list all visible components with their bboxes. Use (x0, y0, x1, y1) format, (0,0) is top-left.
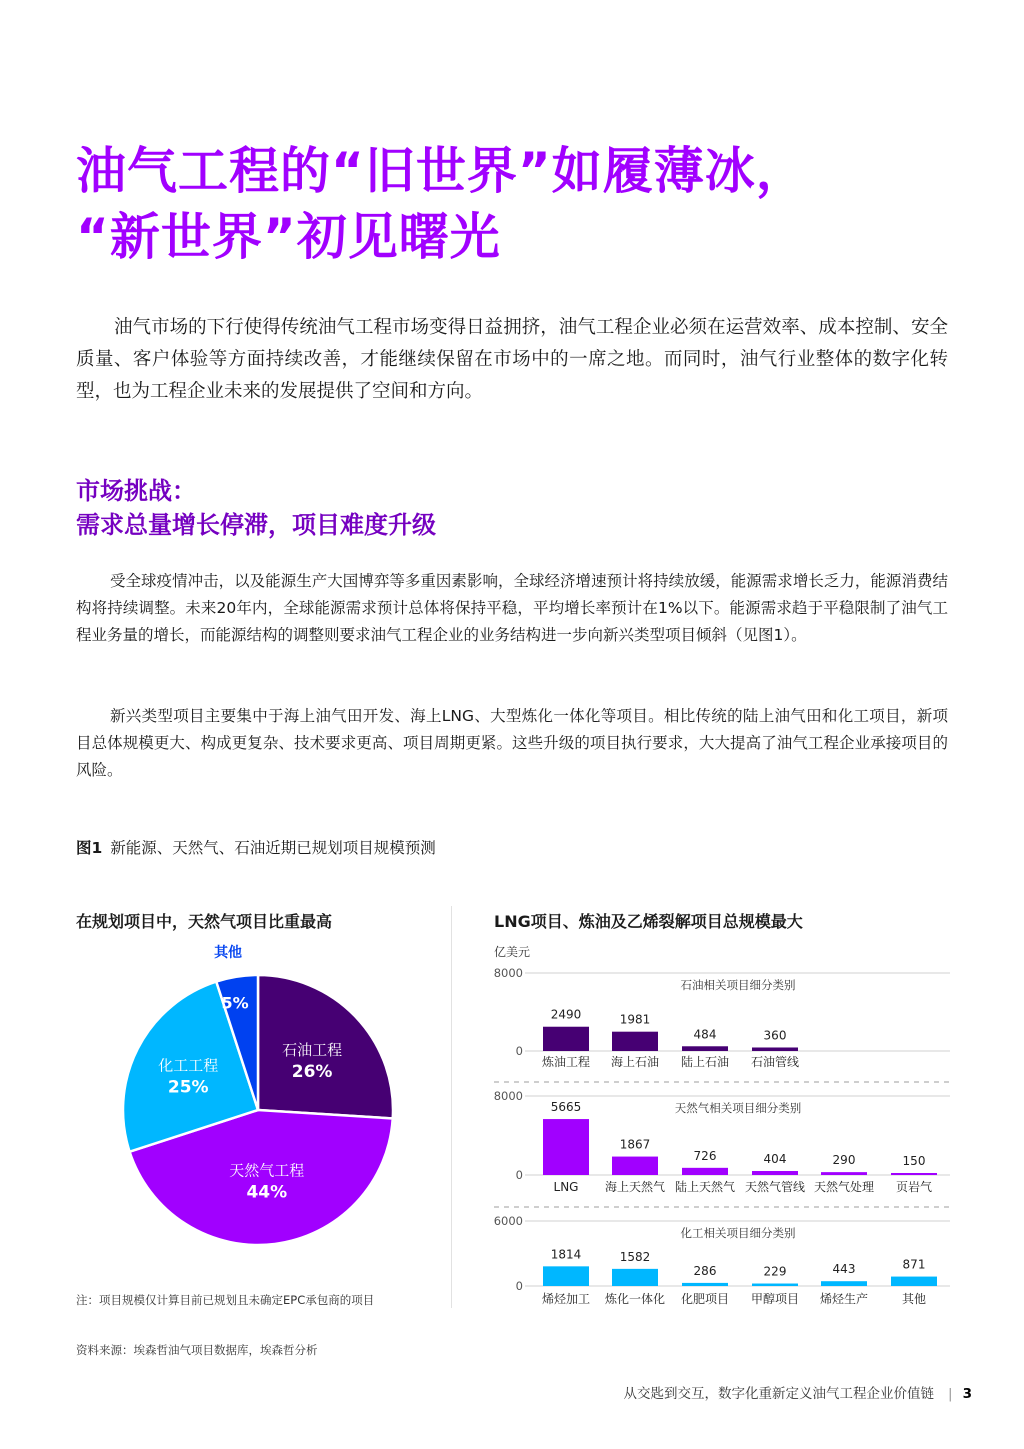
bar-value-label: 726 (693, 1148, 717, 1163)
figure-caption-text: 新能源、天然气、石油近期已规划项目规模预测 (110, 839, 436, 857)
bar (821, 1281, 867, 1286)
page-title-line-1: 油气工程的“旧世界”如履薄冰， (76, 142, 807, 200)
bar (752, 1047, 798, 1051)
pie-chart (90, 940, 450, 1310)
footer-separator: | (948, 1386, 953, 1402)
bar (543, 1266, 589, 1286)
bar-value-label: 1582 (619, 1249, 651, 1264)
bar (543, 1027, 589, 1051)
body-paragraph-1: 受全球疫情冲击，以及能源生产大国博弈等多重因素影响，全球经济增速预计将持续放缓，能源需求增长乏力，能源消费结构将持续调整。未来20年内，全球能源需求预计总体将保持平稳，平均增长率预计在1%以下。能源需求趋于平稳限制了油气工程业务量的增长，而能源结构的调整则要求油气工程企业的业务结构进一步向新兴类型项目倾斜（见图1）。 (76, 572, 948, 644)
x-tick-label: 炼化一体化 (604, 1292, 666, 1306)
bar (682, 1046, 728, 1051)
x-tick-label: 甲醇项目 (750, 1292, 800, 1306)
x-tick-label: 石油管线 (750, 1055, 800, 1069)
y-tick-label: 8000 (493, 1089, 523, 1103)
bar-value-label: 290 (832, 1153, 856, 1168)
y-tick-label: 0 (515, 1279, 523, 1293)
bar-value-label: 360 (763, 1028, 787, 1043)
bar-value-label: 1867 (619, 1137, 651, 1152)
pie-slice-label: 其他 (214, 944, 243, 961)
bar (682, 1168, 728, 1175)
y-tick-label: 0 (515, 1044, 523, 1058)
bar-value-label: 150 (902, 1154, 926, 1168)
bar-value-label: 286 (693, 1263, 717, 1278)
pie-slice-value: 26% (291, 1062, 333, 1083)
pie-slice-label: 天然气工程 (229, 1161, 305, 1180)
page-footer (624, 1382, 972, 1402)
x-tick-label: 炼油工程 (541, 1055, 591, 1069)
bar (752, 1171, 798, 1175)
bar (891, 1277, 937, 1286)
bar-value-label: 484 (693, 1027, 717, 1042)
x-tick-label: 其他 (901, 1292, 927, 1306)
bar-chart-title: LNG项目、炼油及乙烯裂解项目总规模最大 (494, 912, 803, 931)
x-tick-label: 烯烃加工 (541, 1292, 591, 1306)
x-tick-label: 页岩气 (895, 1180, 933, 1194)
source-note: 资料来源：埃森哲油气项目数据库，埃森哲分析 (76, 1343, 318, 1357)
bar-chart-ylabel: 亿美元 (494, 945, 531, 959)
bar (752, 1284, 798, 1286)
section-heading (76, 474, 436, 542)
y-tick-label: 8000 (493, 966, 523, 980)
pie-slice-value: 5% (221, 993, 249, 1013)
x-tick-label: 陆上石油 (680, 1055, 730, 1069)
chart-divider (451, 906, 452, 1308)
bar-value-label: 5665 (550, 1100, 582, 1115)
pie-slice-value: 44% (246, 1182, 288, 1203)
body-paragraph-2: 新兴类型项目主要集中于海上油气田开发、海上LNG、大型炼化一体化等项目。相比传统的陆上油气田和化工项目，新项目总体规模更大、构成更复杂、技术要求更高、项目周期更紧。这些升级的项目执行要求，大大提高了油气工程企业承接项目的风险。 (76, 707, 948, 779)
bar-value-label: 229 (763, 1264, 787, 1279)
x-tick-label: 化肥项目 (680, 1292, 730, 1306)
pie-slice-label: 化工工程 (158, 1056, 219, 1075)
bar (543, 1119, 589, 1175)
x-tick-label: 海上天然气 (604, 1180, 666, 1194)
bar-value-label: 871 (902, 1257, 926, 1272)
page-number: 3 (962, 1386, 972, 1402)
x-tick-label: 陆上天然气 (674, 1180, 736, 1194)
chart-note: 注：项目规模仅计算目前已规划且未确定EPC承包商的项目 (76, 1293, 375, 1307)
y-tick-label: 6000 (493, 1214, 523, 1228)
panel-subtitle: 石油相关项目细分类别 (680, 978, 796, 992)
x-tick-label: 烯烃生产 (819, 1292, 869, 1306)
pie-chart-title: 在规划项目中，天然气项目比重最高 (76, 912, 333, 931)
pie-slice-label: 石油工程 (282, 1041, 343, 1060)
bar (612, 1157, 658, 1175)
bar-value-label: 1814 (550, 1247, 582, 1262)
bar-chart (480, 930, 1000, 1310)
figure-label: 图1 (76, 839, 103, 857)
bar-value-label: 404 (763, 1152, 787, 1167)
bar-value-label: 1981 (619, 1012, 651, 1027)
bar-value-label: 443 (832, 1262, 856, 1277)
bar (612, 1032, 658, 1051)
x-tick-label: 天然气管线 (744, 1180, 806, 1194)
intro-paragraph: 油气市场的下行使得传统油气工程市场变得日益拥挤，油气工程企业必须在运营效率、成本控制、安全质量、客户体验等方面持续改善，才能继续保留在市场中的一席之地。而同时，油气行业整体的数字化转型，也为工程企业未来的发展提供了空间和方向。 (76, 317, 948, 402)
page-title-line-2: “新世界”初见曙光 (76, 208, 501, 266)
panel-subtitle: 化工相关项目细分类别 (680, 1226, 796, 1240)
x-tick-label: 天然气处理 (813, 1180, 875, 1194)
section-heading-line-2: 需求总量增长停滞，项目难度升级 (76, 511, 436, 539)
page-title (76, 138, 807, 270)
pie-slice-value: 25% (167, 1077, 209, 1098)
bar (821, 1172, 867, 1175)
footer-text: 从交匙到交互，数字化重新定义油气工程企业价值链 (623, 1386, 935, 1402)
figure-caption (76, 836, 436, 858)
bar (682, 1283, 728, 1286)
x-tick-label: 海上石油 (610, 1055, 660, 1069)
y-tick-label: 0 (515, 1168, 523, 1182)
bar-value-label: 2490 (550, 1007, 582, 1022)
x-tick-label: LNG (553, 1180, 579, 1194)
bar (891, 1173, 937, 1175)
bar (612, 1269, 658, 1286)
panel-subtitle: 天然气相关项目细分类别 (674, 1101, 802, 1115)
section-heading-line-1: 市场挑战： (76, 477, 196, 505)
